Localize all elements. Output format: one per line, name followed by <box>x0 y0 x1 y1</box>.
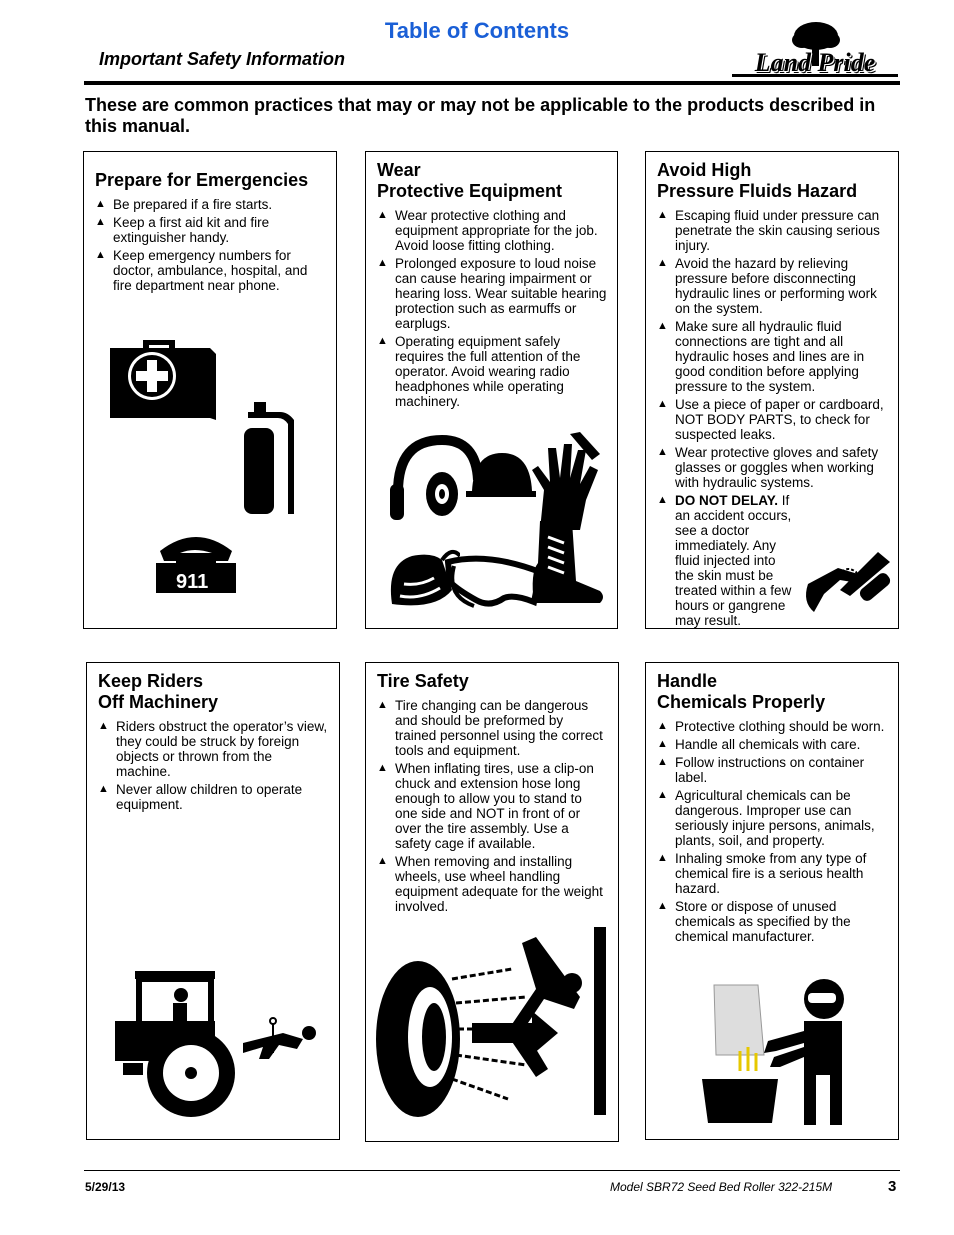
box-title <box>657 671 888 713</box>
box-title: Tire Safety <box>377 671 469 691</box>
box-title: Prepare for Emergencies <box>95 170 309 190</box>
list-item: ▲ Use a piece of paper or cardboard, NOT BODY PARTS, to check for suspected leaks. <box>657 397 888 442</box>
list-item-text: If an accident occurs, see a doctor immediately. Any fluid injected into the skin must be treated within a few hours or gangrene may result. <box>675 493 792 628</box>
tire-explosion-hazard-icon <box>372 919 612 1119</box>
list-item: ▲ When removing and installing wheels, use wheel handling equipment adequate for the weight involved. <box>377 854 608 914</box>
list-item: ▲ Tire changing can be dangerous and should be preformed by trained personnel using the correct tools and equipment. <box>377 698 608 758</box>
land-pride-logo <box>728 16 902 80</box>
footer-date: 5/29/13 <box>85 1180 126 1194</box>
hand-injection-hazard-icon <box>798 550 894 616</box>
list-item: ▲ Prolonged exposure to loud noise can cause hearing impairment or hearing loss. Wear suitable hearing protection such as earmuffs or earplugs. <box>377 256 607 331</box>
telephone-icon <box>154 527 238 597</box>
emergency-number: 911 <box>176 571 209 593</box>
title-line: Wear <box>377 160 421 180</box>
list-item: ▲ Inhaling smoke from any type of chemical fire is a serious health hazard. <box>657 851 888 896</box>
logo-wordmark: Land Pride <box>754 48 876 77</box>
header-rule <box>84 81 900 85</box>
box-title <box>657 160 888 202</box>
box-keep-riders-off-machinery <box>86 662 340 1140</box>
list-item: ▲ Wear protective gloves and safety glasses or goggles when working with hydraulic systems. <box>657 445 888 490</box>
table-of-contents-link[interactable]: Table of Contents <box>384 18 570 43</box>
list-item: ▲ Store or dispose of unused chemicals as specified by the chemical manufacturer. <box>657 899 888 944</box>
list-item: ▲ Agricultural chemicals can be dangerous. Improper use can seriously injure persons, animals, plants, soil, and property. <box>657 788 888 848</box>
list-item: ▲ Keep a first aid kit and fire extinguisher handy. <box>95 215 326 245</box>
list-item: ▲ Riders obstruct the operator’s view, they could be struck by foreign objects or thrown from the machine. <box>98 719 329 779</box>
list-item: ▲ Handle all chemicals with care. <box>657 737 888 752</box>
page-number: 3 <box>888 1178 897 1195</box>
box-handle-chemicals-properly <box>645 662 899 1140</box>
first-aid-kit-icon <box>108 332 218 422</box>
list-item: ▲ Make sure all hydraulic fluid connections are tight and all hydraulic hoses and lines are in good condition before applying pressure to the system. <box>657 319 888 394</box>
work-boot-icon <box>526 517 606 607</box>
list-item-emphasis: DO NOT DELAY. <box>675 493 779 508</box>
list-item: ▲ Avoid the hazard by relieving pressure before disconnecting hydraulic lines or performing work on the system. <box>657 256 888 316</box>
list-item: ▲ Escaping fluid under pressure can penetrate the skin causing serious injury. <box>657 208 888 253</box>
title-line: Avoid High <box>657 160 752 180</box>
title-line: Chemicals Properly <box>657 692 826 712</box>
title-line: Keep Riders <box>98 671 204 691</box>
list-item: ▲ Wear protective clothing and equipment appropriate for the job. Avoid loose fitting clothing. <box>377 208 607 253</box>
chemical-handling-icon <box>700 975 850 1125</box>
list-item: ▲ When inflating tires, use a clip-on chuck and extension hose long enough to allow you to stand to one side and NOT in front of or over the tire assembly. Use a safety cage if available. <box>377 761 608 851</box>
box-title <box>98 671 329 713</box>
box-tire-safety <box>365 662 619 1142</box>
intro-statement: These are common practices that may or may not be applicable to the products described in this manual. <box>85 95 876 136</box>
tractor-rider-hazard-icon <box>113 963 323 1123</box>
list-item: ▲ Be prepared if a fire starts. <box>95 197 326 212</box>
box-wear-protective-equipment <box>365 151 618 629</box>
fire-extinguisher-icon <box>234 400 304 520</box>
box-title <box>377 160 607 202</box>
title-line: Off Machinery <box>98 692 219 712</box>
list-item: ▲ Keep emergency numbers for doctor, ambulance, hospital, and fire department near phone. <box>95 248 326 293</box>
box-avoid-high-pressure-fluids <box>645 151 899 629</box>
title-line: Protective Equipment <box>377 181 563 201</box>
title-line: Pressure Fluids Hazard <box>657 181 858 201</box>
title-line: Handle <box>657 671 718 691</box>
list-item: ▲ Protective clothing should be worn. <box>657 719 888 734</box>
box-prepare-for-emergencies <box>83 151 337 629</box>
section-title: Important Safety Information <box>99 49 346 69</box>
list-item: ▲ Operating equipment safely requires the full attention of the operator. Avoid wearing radio headphones while operating machinery. <box>377 334 607 409</box>
list-item: ▲ Never allow children to operate equipment. <box>98 782 329 812</box>
footer-rule <box>84 1170 900 1171</box>
list-item: ▲ Follow instructions on container label. <box>657 755 888 785</box>
footer-model: Model SBR72 Seed Bed Roller 322-215M <box>610 1180 833 1194</box>
